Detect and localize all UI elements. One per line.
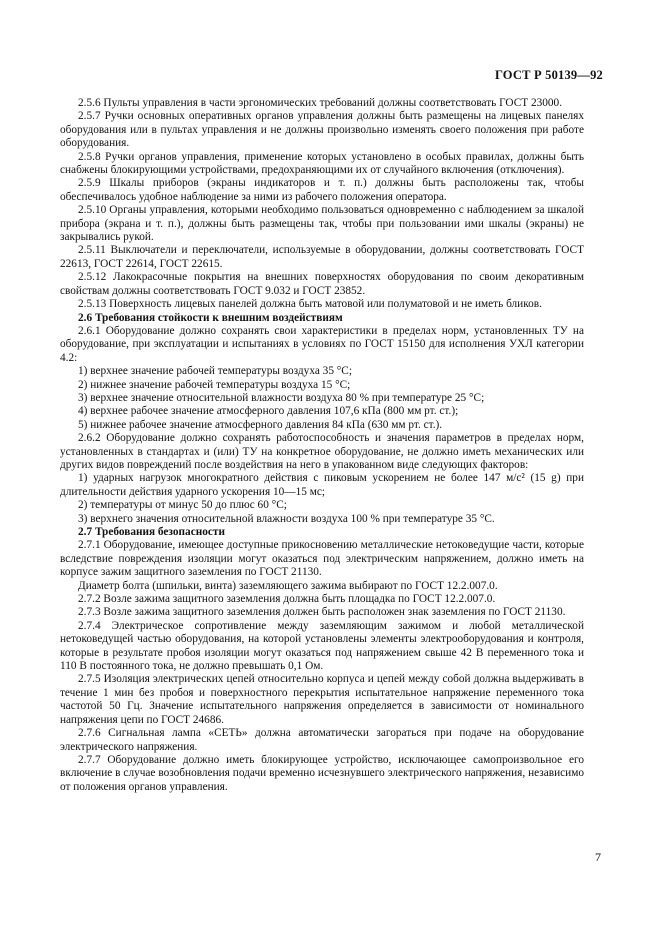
list-item: 3) верхнее значение относительной влажности воздуха 80 % при температуре 25 °С; xyxy=(78,391,485,404)
clause-2-5-11: 2.5.11 Выключатели и переключатели, используемые в оборудовании, должны соответствовать ГОСТ 22613, ГОСТ 22614, ГОСТ 22615. xyxy=(60,244,584,270)
list-item: 5) нижнее рабочее значение атмосферного давления 84 кПа (630 мм рт. ст.). xyxy=(78,418,443,431)
clause-2-5-10: 2.5.10 Органы управления, которыми необходимо пользоваться одновременно с наблюдением за шкалой прибора (экрана и т. п.), должны быть размещены так, чтобы при пользовании ими шкалы (экраны) не закрывались рукой. xyxy=(60,204,584,244)
clause-2-7-5: 2.7.5 Изоляция электрических цепей относительно корпуса и цепей между собой должна выдерживать в течение 1 мин без пробоя и поверхностного перекрытия испытательное напряжение переменного тока частотой 50 Гц. Значение испытательного напряжения определяется в зависимости от номинального напряжения цепи по ГОСТ 24686. xyxy=(60,673,584,726)
clause-2-7-4: 2.7.4 Электрическое сопротивление между заземляющим зажимом и любой металлической нетоковедущей частью оборудования, на которой установлены элементы электрооборудования и контроля, которые в результате пробоя изоляции могут оказаться под напряжением свыше 42 В переменного тока и 110 В постоянного тока, не должно превышать 0,1 Ом. xyxy=(60,619,584,673)
list-item: 4) верхнее рабочее значение атмосферного давления 107,6 кПа (800 мм рт. ст.); xyxy=(78,405,459,418)
clause-2-5-13: 2.5.13 Поверхность лицевых панелей должна быть матовой или полуматовой и не иметь бликов. xyxy=(78,298,542,311)
clause-2-7-3: 2.7.3 Возле зажима защитного заземления должен быть расположен знак заземления по ГОСТ 21130. xyxy=(78,606,566,619)
clause-2-5-9: 2.5.9 Шкалы приборов (экраны индикаторов и т. п.) должны быть расположены так, чтобы обеспечивалось удобное наблюдение за ними из рабочего положения оператора. xyxy=(60,177,584,203)
clause-2-5-12: 2.5.12 Лакокрасочные покрытия на внешних поверхностях оборудования по своим декоративным свойствам должны соответствовать ГОСТ 9.032 и ГОСТ 23852. xyxy=(60,271,584,297)
section-heading-2-7: 2.7 Требования безопасности xyxy=(78,526,225,538)
list-item: 1) верхнее значение рабочей температуры воздуха 35 °С; xyxy=(78,365,352,378)
clause-2-6-1: 2.6.1 Оборудование должно сохранять свои характеристики в пределах норм, установленных ТУ на оборудование, при эксплуатации и испытаниях в условиях по ГОСТ 15150 для исполнения УХЛ категории 4.2: xyxy=(60,324,584,364)
clause-2-7-7: 2.7.7 Оборудование должно иметь блокирующее устройство, исключающее самопроизвольное его включение в случае возобновления подачи временно исчезнувшего электрического напряжения, независимо от положения органов управления. xyxy=(60,753,584,793)
list-item: 1) ударных нагрузок многократного действия с пиковым ускорением не более 147 м/с² (15 g) при длительности действия ударного ускорения 10—15 мс; xyxy=(60,472,584,498)
document-body xyxy=(60,97,584,794)
page-number: 7 xyxy=(595,850,601,864)
list-item: 2) температуры от минус 50 до плюс 60 °С; xyxy=(78,499,287,512)
clause-2-7-1: 2.7.1 Оборудование, имеющее доступные прикосновению металлические нетоковедущие части, которые вследствие повреждения изоляции могут оказаться под электрическим напряжением, должно иметь на корпусе зажим защитного заземления по ГОСТ 21130. xyxy=(60,539,584,579)
clause-2-5-6: 2.5.6 Пульты управления в части эргономических требований должны соответствовать ГОСТ 23000. xyxy=(78,97,563,109)
clause-2-7-1-note: Диаметр болта (шпильки, винта) заземляющего зажима выбирают по ГОСТ 12.2.007.0. xyxy=(78,579,498,592)
clause-2-7-6: 2.7.6 Сигнальная лампа «СЕТЬ» должна автоматически загораться при подаче на оборудование электрического напряжения. xyxy=(60,727,584,753)
clause-2-6-2: 2.6.2 Оборудование должно сохранять работоспособность и значения параметров в пределах норм, установленных в стандартах и (или) ТУ на конкретное оборудование, не должно иметь механических или других видов повреждений после воздействия на него в упакованном виде следующих факторов: xyxy=(60,432,584,471)
section-heading-2-6: 2.6 Требования стойкости к внешним воздействиям xyxy=(78,311,343,324)
clause-2-5-8: 2.5.8 Ручки органов управления, применение которых установлено в особых правилах, должны быть снабжены блокирующими устройствами, предохраняющими их от случайного включения (отключения). xyxy=(60,150,584,177)
document-code-header: ГОСТ Р 50139—92 xyxy=(494,68,603,82)
clause-2-5-7: 2.5.7 Ручки основных оперативных органов управления должны быть размещены на лицевых панелях оборудования или в пультах управления и не должны произвольно изменять своего положения при работе оборудования. xyxy=(60,110,584,150)
clause-2-7-2: 2.7.2 Возле зажима защитного заземления должна быть площадка по ГОСТ 12.2.007.0. xyxy=(78,593,496,606)
list-item: 2) нижнее значение рабочей температуры воздуха 15 °С; xyxy=(78,378,351,391)
list-item: 3) верхнего значения относительной влажности воздуха 100 % при температуре 35 °С. xyxy=(78,512,495,525)
